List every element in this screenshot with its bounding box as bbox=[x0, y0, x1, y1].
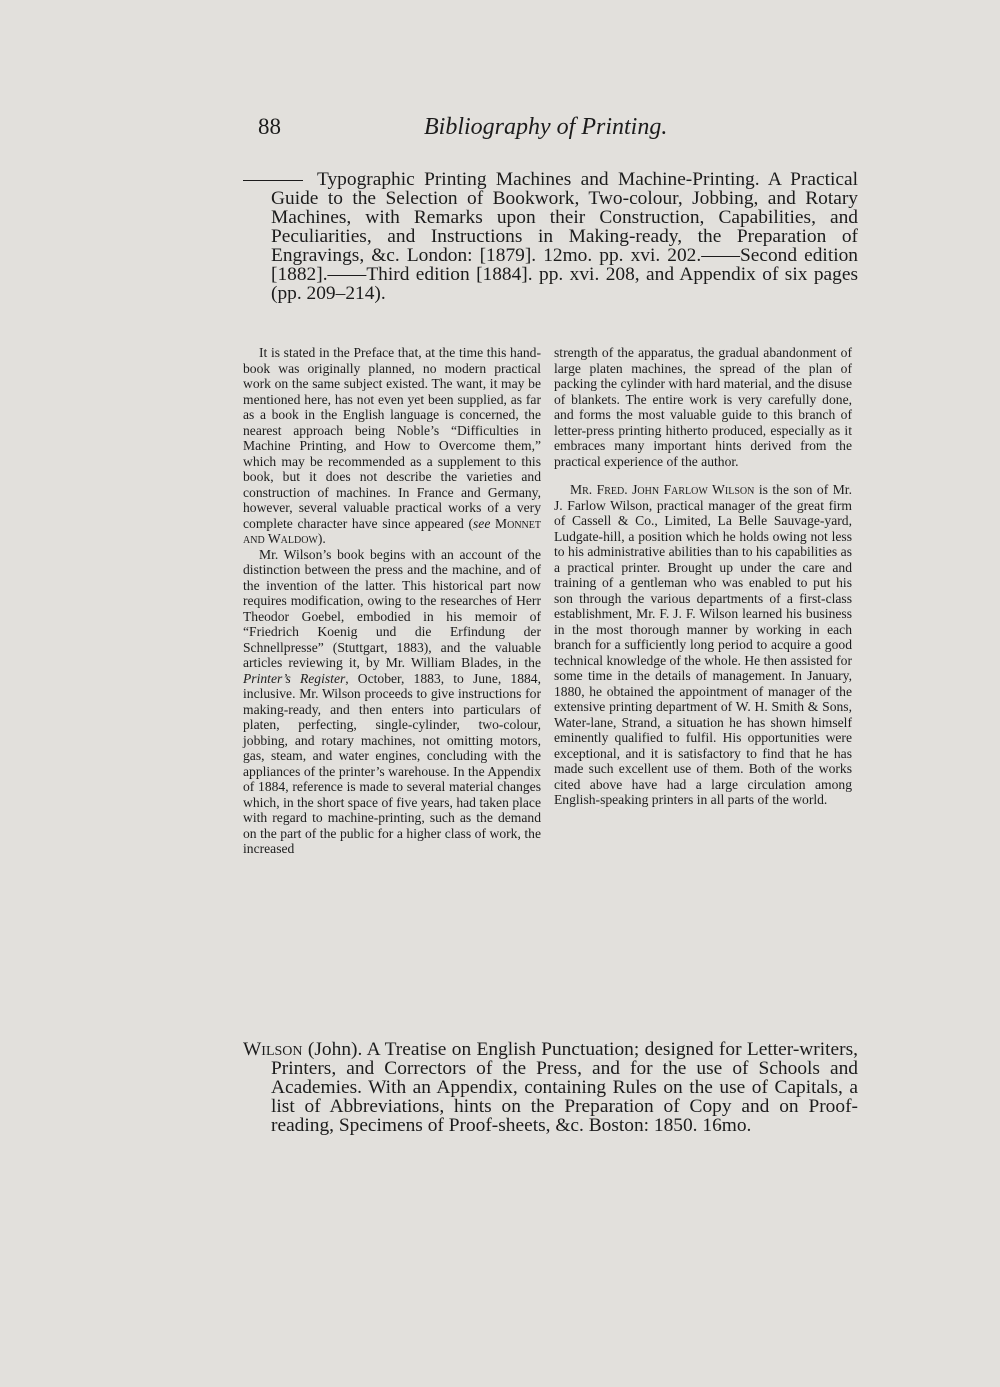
journal-title: Printer’s Register bbox=[243, 670, 346, 686]
entry-text: (John). A Treatise on English Punctuation; designed for Letter-writers, Printers, and Correctors of the Press, and for the use of Schools and Academies. With an Appendix, containing Rules on the use of Capitals, a list of Abbreviations, hints on the Preparation of Copy and on Proof-reading, Specimens of Proof-sheets, &c. Boston: 1850. 16mo. bbox=[271, 1039, 858, 1136]
page-header bbox=[258, 114, 858, 150]
entry-text: Typographic Printing Machines and Machine-Printing. A Practical Guide to the Selection of Bookwork, Two-colour, Jobbing, and Rotary Machines, with Remarks upon their Construction, Capabilities, and Peculiarities, and Instructions in Making-ready, the Preparation of Engravings, &c. London: [1879]. 12mo. pp. xvi. 202.——Second edition [1882].——Third edition [1884]. pp. xvi. 208, and Appendix of six pages (pp. 209–214). bbox=[271, 169, 858, 304]
paragraph-end: ). bbox=[317, 531, 326, 546]
page-number: 88 bbox=[258, 114, 281, 139]
paragraph bbox=[243, 345, 541, 547]
bibliography-entry-typographic-machines bbox=[243, 170, 858, 303]
right-column bbox=[554, 345, 852, 808]
running-title: Bibliography of Printing. bbox=[424, 114, 668, 140]
paragraph: strength of the apparatus, the gradual abandonment of large platen machines, the spread of the plan of packing the cylinder with hard material, and the disuse of blankets. The entire work is very carefully done, and forms the most valuable guide to this branch of letter-press printing hitherto produced, especially as it embraces many important hints derived from the practical experience of the author. bbox=[554, 345, 852, 469]
person-name: Mr. Fred. John Farlow Wilson bbox=[570, 482, 755, 497]
author-name: Wilson bbox=[243, 1039, 303, 1060]
paragraph-text: It is stated in the Preface that, at the time this hand-book was originally planned, no modern practical work on the same subject existed. The want, it may be mentioned here, has not even yet been supplied, as far as a book in the English language is concerned, the nearest approach being Noble’s “Difficulties in Machine Printing, and How to Overcome them,” which may be recommended as a supplement to this book, but it does not describe the varieties and construction of machines. In France and Germany, however, several valuable practical works of a very complete character have since appeared ( bbox=[243, 345, 541, 531]
left-column bbox=[243, 345, 541, 857]
paragraph-text: Mr. Wilson’s book begins with an account of the distinction between the press and the machine, and of the invention of the latter. This historical part now requires modification, owing to the researches of Herr Theodor Goebel, embodied in his memoir of “Friedrich Koenig und die Erfindung der Schnellpresse” (Stuttgart, 1883), and the valuable articles reviewing it, by Mr. William Blades, in the bbox=[243, 546, 541, 670]
ditto-dash bbox=[243, 180, 303, 181]
cross-reference-names: Monnet and Waldow bbox=[243, 515, 542, 546]
paragraph-text: , October, 1883, to June, 1884, inclusive. Mr. Wilson proceeds to give instructions for making-ready, and then enters into particulars of platen, perfecting, single-cylinder, two-colour, jobbing, and rotary machines, not omitting motors, gas, steam, and water engines, concluding with the appliances of the printer’s warehouse. In the Appendix of 1884, reference is made to several material changes which, in the short space of five years, had taken place with regard to machine-printing, such as the demand on the part of the public for a higher class of work, the increased bbox=[243, 670, 541, 856]
see-reference: see bbox=[473, 515, 491, 531]
bibliography-entry-wilson-john bbox=[243, 1040, 858, 1135]
paragraph bbox=[554, 482, 852, 808]
paragraph bbox=[243, 547, 541, 857]
paragraph-text: is the son of Mr. J. Farlow Wilson, practical manager of the great firm of Cassell & Co., Limited, La Belle Sauvage-yard, Ludgate-hill, a position which he holds owing not less to his administrative abilities than to his capabilities as a practical printer. Brought up under the care and training of a gentleman who was enabled to put his son through the various departments of a first-class establishment, Mr. F. J. F. Wilson learned his business in the most thorough manner by working in each branch for a sufficiently long period to acquire a good technical knowledge of the whole. He then assisted for some time in the details of management. In January, 1880, he obtained the appointment of manager of the extensive printing department of W. H. Smith & Sons, Water-lane, Strand, a situation he has shown himself eminently qualified to fulfil. His opportunities were exceptional, and it is satisfactory to find that he has made such excellent use of them. Both of the works cited above have had a large circulation among English-speaking printers in all parts of the world. bbox=[554, 482, 852, 807]
commentary-columns bbox=[243, 345, 858, 1025]
